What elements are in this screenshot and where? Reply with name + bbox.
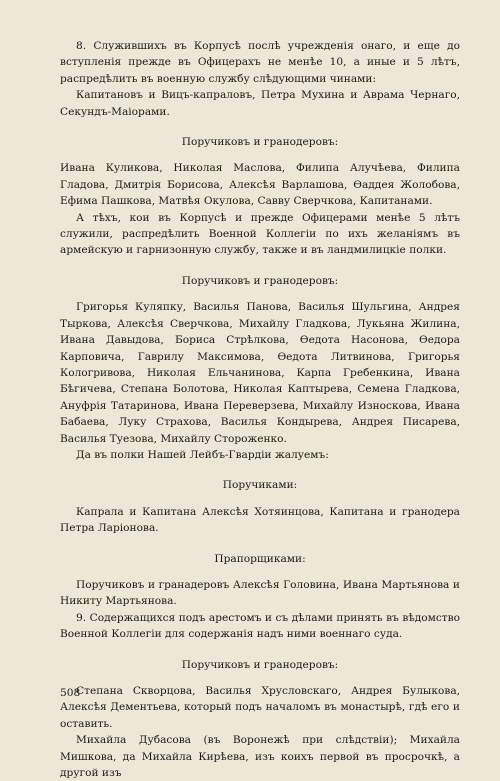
paragraph: Григорья Куляпку, Василья Панова, Василья Шульгина, Андрея Тыркова, Алексѣя Сверчкова, Михайлу Гладкова, Лукьяна Жилина, Ивана Давыдова, Бориса Стрѣлкова, Ѳедота Насонова, Ѳедора Карповича, Гаврилу Максимова, Ѳедота Литвинова, Григорья Кологривова, Николая Ельчанинова, Карпа Гребенкина, Ивана Бѣгичева, Степана Болотова, Николая Каптырева, Семена Гладкова, Ануфрія Татаринова, Ивана Переверзева, Михайлу Износкова, Ивана Бабаева, Луку Страхова, Василья Кондырева, Андрея Писарева, Василья Туезова, Михайлу Стороженко. xyxy=(60,301,460,445)
paragraph: Михайла Дубасова (въ Воронежѣ при слѣдствіи); Михайла Мишкова, да Михайла Кирѣева, изъ коихъ первой въ просрочкѣ, а другой изъ xyxy=(60,734,460,780)
document-body xyxy=(60,38,460,781)
section-heading: Поручиковъ и гранодеровъ: xyxy=(181,658,339,671)
section-heading: Поручиковъ и гранодеровъ: xyxy=(181,136,339,149)
paragraph: Поручиковъ и гранадеровъ Алексѣя Головина, Ивана Мартьянова и Никиту Мартьянова. xyxy=(60,578,460,608)
section-heading: Поручиками: xyxy=(222,479,298,492)
section-heading: Прапорщиками: xyxy=(214,552,306,565)
paragraph: 9. Содержащихся подъ арестомъ и съ дѣлами принять въ вѣдомство Военной Коллегіи для содержанія надъ ними военнаго суда. xyxy=(60,611,460,641)
section-heading: Поручиковъ и гранодеровъ: xyxy=(181,274,339,287)
paragraph: А тѣхъ, кои въ Корпусѣ и прежде Офицерами менѣе 5 лѣтъ служили, распредѣлить Военной Коллегіи по ихъ желаніямъ въ армейскую и гарнизонную службу, также и въ ландмилицкіе полки. xyxy=(60,211,460,257)
page-number: 508 xyxy=(60,687,81,699)
paragraph: 8. Служившихъ въ Корпусѣ послѣ учрежденія онаго, и еще до вступленія прежде въ Офицерахъ не менѣе 10, а иные и 5 лѣтъ, распредѣлить въ военную службу слѣдующими чинами: xyxy=(60,40,460,85)
paragraph: Степана Скворцова, Василья Хрусловскаго, Андрея Булыкова, Алексѣя Дементьева, который подъ началомъ въ монастырѣ, гдѣ его и оставить. xyxy=(60,685,460,730)
paragraph: Ивана Куликова, Николая Маслова, Филипа Алучѣева, Филипа Гладова, Дмитрія Борисова, Алексѣя Варлашова, Ѳаддея Жолобова, Ефима Пашкова, Матвѣя Окулова, Савву Сверчкова, Капитанами. xyxy=(60,162,460,208)
paragraph: Капитановъ и Вицъ-капраловъ, Петра Мухина и Аврама Чернаго, Секундъ-Маіорами. xyxy=(60,89,460,118)
paragraph: Да въ полки Нашей Лейбъ-Гвардіи жалуемъ: xyxy=(76,448,329,461)
paragraph: Капрала и Капитана Алексѣя Хотяинцова, Капитана и гранодера Петра Ларіонова. xyxy=(60,505,460,535)
